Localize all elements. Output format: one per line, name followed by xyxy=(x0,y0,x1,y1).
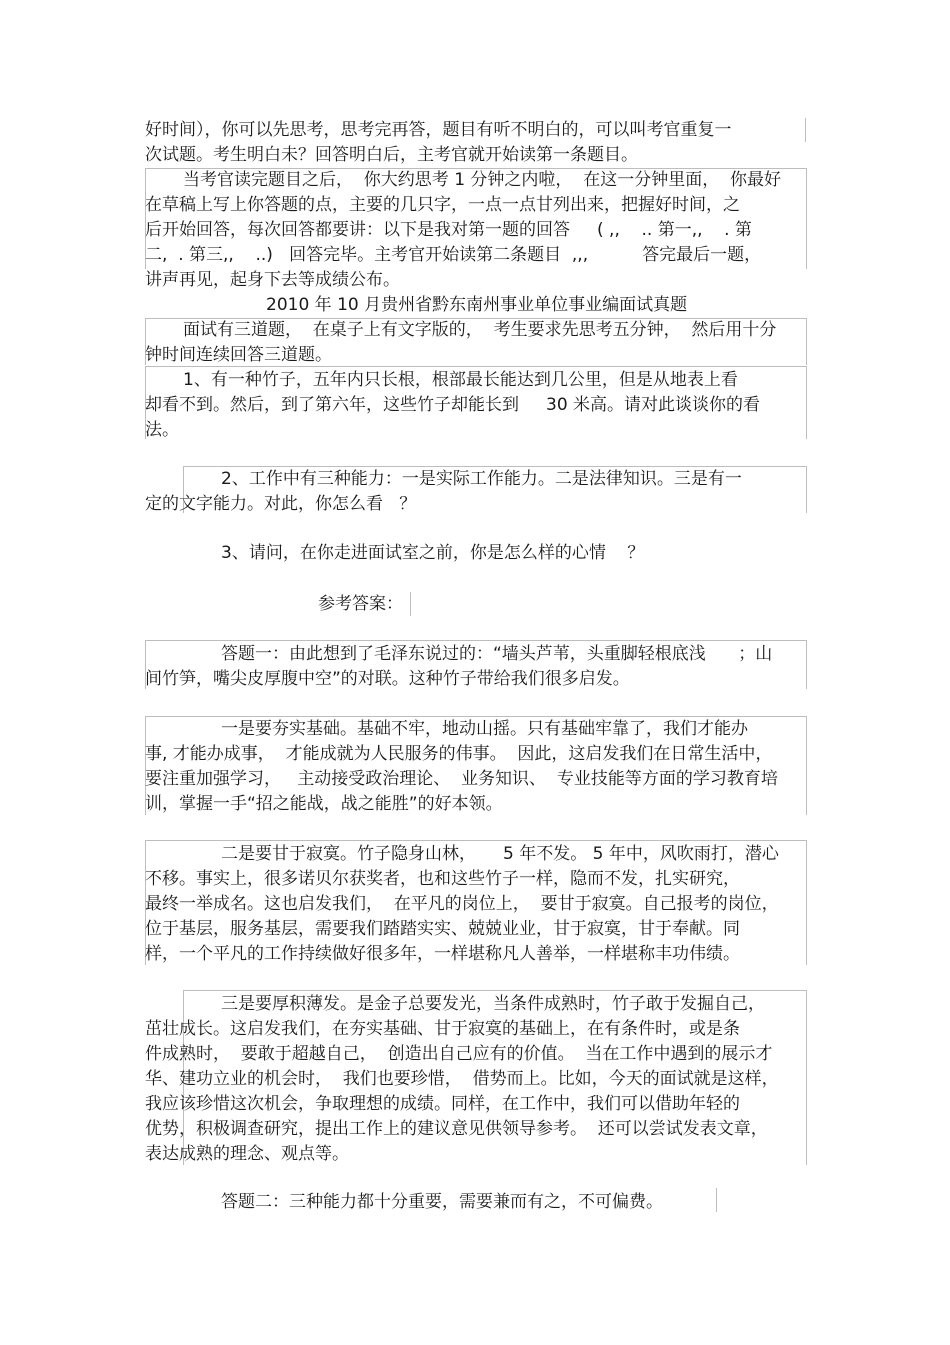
answer-1-point-3: 优势，积极调查研究，提出工作上的建议意见供领导参考。 还可以尝试发表文章， xyxy=(145,1119,768,1139)
question-1: 却看不到。然后，到了第六年，这些竹子却能长到 30 米高。请对此谈谈你的看 xyxy=(145,395,761,415)
intro-line: 好时间），你可以先思考，思考完再答，题目有听不明白的，可以叫考官重复一 xyxy=(145,120,732,140)
answer-1-point-2: 最终一举成名。这也启发我们， 在平凡的岗位上， 要甘于寂寞。自己报考的岗位， xyxy=(145,894,779,914)
intro-line: 在草稿上写上你答题的点，主要的几只字，一点一点甘列出来，把握好时间，之 xyxy=(145,195,740,215)
answer-1-point-3: 表达成熟的理念、观点等。 xyxy=(145,1144,349,1164)
question-3: 3、请问，在你走进面试室之前，你是怎么样的心情 ？ xyxy=(221,543,645,563)
question-2: 定的文字能力。对此，你怎么看 ？ xyxy=(145,494,417,514)
intro-line: 讲声再见，起身下去等成绩公布。 xyxy=(145,270,400,290)
exam-description: 钟时间连续回答三道题。 xyxy=(145,345,332,365)
answer-1: 间竹笋，嘴尖皮厚腹中空”的对联。这种竹子带给我们很多启发。 xyxy=(145,669,630,689)
answer-1: 答题一：由此想到了毛泽东说过的：“墙头芦苇，头重脚轻根底浅 ；山 xyxy=(221,644,773,664)
text-frame xyxy=(410,592,412,616)
answer-1-point-2: 样，一个平凡的工作持续做好很多年，一样堪称凡人善举，一样堪称丰功伟绩。 xyxy=(145,944,740,964)
question-1: 1、有一种竹子，五年内只长根，根部最长能达到几公里，但是从地表上看 xyxy=(183,370,738,390)
intro-line: 当考官读完题目之后， 你大约思考 1 分钟之内啦， 在这一分钟里面， 你最好 xyxy=(183,170,782,190)
answer-1-point-2: 不移。事实上，很多诺贝尔获奖者，也和这些竹子一样，隐而不发，扎实研究， xyxy=(145,869,740,889)
text-frame xyxy=(716,1188,718,1212)
exam-description: 面试有三道题， 在桌子上有文字版的， 考生要求先思考五分钟， 然后用十分 xyxy=(183,320,777,340)
answer-1-point-1: 训，掌握一手“招之能战，战之能胜”的好本领。 xyxy=(145,794,503,814)
answer-1-point-3: 我应该珍惜这次机会，争取理想的成绩。同样，在工作中，我们可以借助年轻的 xyxy=(145,1094,740,1114)
exam-title: 2010 年 10 月贵州省黔东南州事业单位事业编面试真题 xyxy=(266,295,688,315)
answer-2: 答题二：三种能力都十分重要，需要兼而有之，不可偏费。 xyxy=(221,1192,663,1212)
answers-heading: 参考答案： xyxy=(318,594,403,614)
answer-1-point-1: 要注重加强学习， 主动接受政治理论、 业务知识、 专业技能等方面的学习教育培 xyxy=(145,769,778,789)
question-1: 法。 xyxy=(145,420,179,440)
answer-1-point-1: 事, 才能办成事， 才能成就为人民服务的伟事。 因此，这启发我们在日常生活中， xyxy=(145,744,773,764)
answer-1-point-1: 一是要夯实基础。基础不牢，地动山摇。只有基础牢靠了，我们才能办 xyxy=(221,719,748,739)
intro-line: 后开始回答，每次回答都要讲：以下是我对第一题的回答 ( ,, .. 第一,, . 第 xyxy=(145,220,752,240)
intro-line: 次试题。考生明白未？回答明白后，主考官就开始读第一条题目。 xyxy=(145,145,638,165)
question-2: 2、工作中有三种能力：一是实际工作能力。二是法律知识。三是有一 xyxy=(221,469,742,489)
answer-1-point-2: 二是要甘于寂寞。竹子隐身山林， 5 年不发。 5 年中，风吹雨打，潜心 xyxy=(221,844,779,864)
answer-1-point-2: 位于基层，服务基层，需要我们踏踏实实、兢兢业业，甘于寂寞，甘于奉献。同 xyxy=(145,919,740,939)
answer-1-point-3: 华、建功立业的机会时， 我们也要珍惜， 借势而上。比如，今天的面试就是这样， xyxy=(145,1069,779,1089)
answer-1-point-3: 件成熟时， 要敢于超越自己， 创造出自己应有的价值。 当在工作中遇到的展示才 xyxy=(145,1044,773,1064)
answer-1-point-3: 三是要厚积薄发。是金子总要发光，当条件成熟时，竹子敢于发掘自己， xyxy=(221,994,765,1014)
intro-line: 二, . 第三,, ..) 回答完毕。主考官开始读第二条题目 ,,, 答完最后一题， xyxy=(145,245,762,265)
answer-1-point-3: 茁壮成长。这启发我们，在夯实基础、甘于寂寞的基础上，在有条件时，或是条 xyxy=(145,1019,740,1039)
